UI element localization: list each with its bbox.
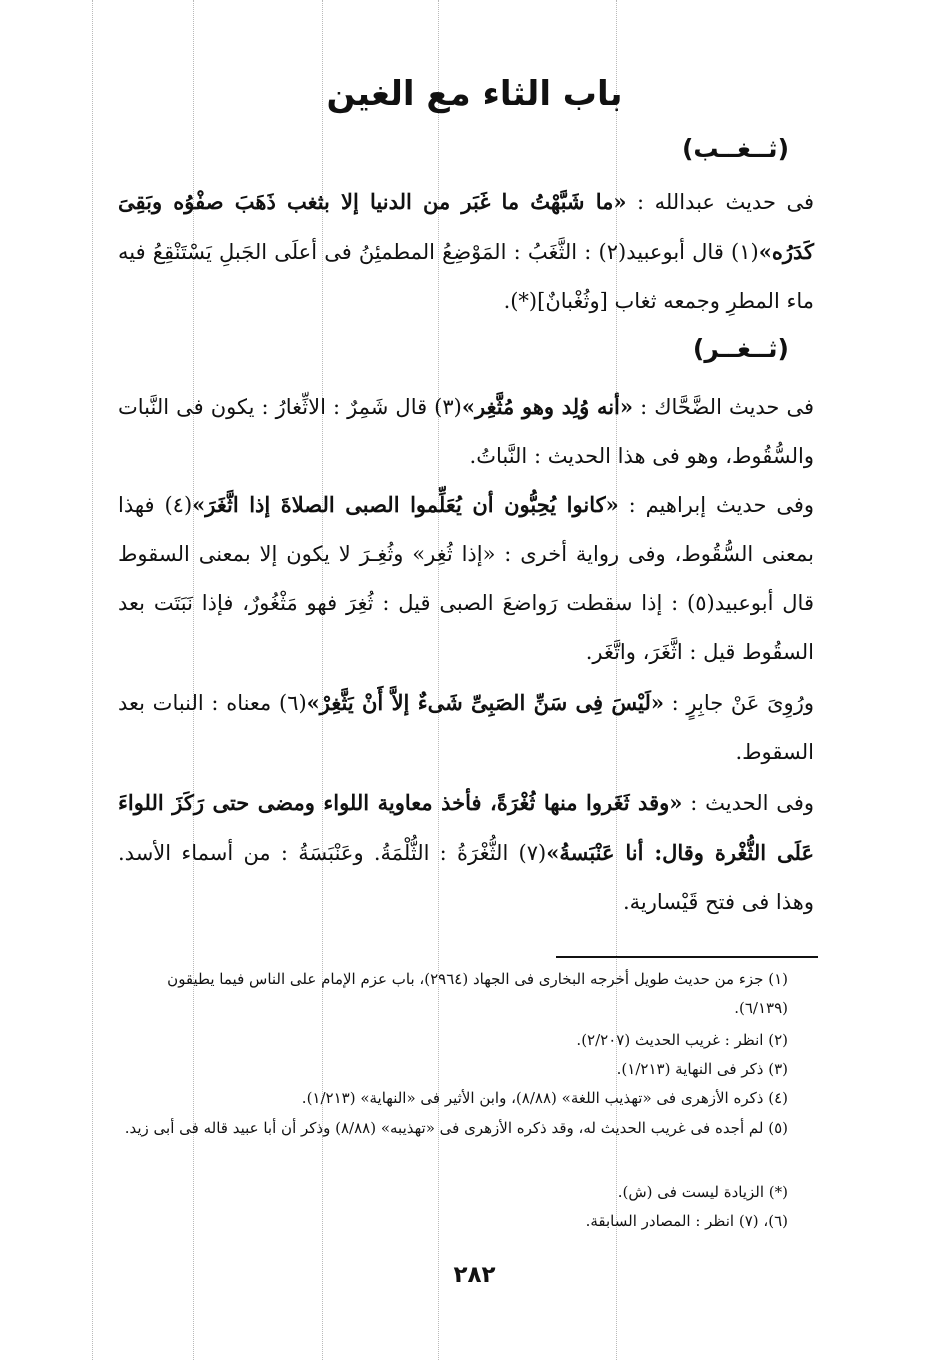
- paragraph-jabir-hadith: [118, 678, 814, 777]
- paragraph-text: (١) قال أبوعبيد(٢) : الثَّغَبُ : المَوْضِعُ المطمئِنُ فى أعلَى الجَبلِ يَسْتَنْقِعُ فيه ماء المطرِ وجمعه ثغاب [وثُغْبانٌ](*).: [118, 240, 814, 313]
- footnote-1: (١) جزء من حديث طويل أخرجه البخارى فى الجهاد (٢٩٦٤)، باب عزم الإمام على الناس فيما يطيقون (٦/١٣٩).: [167, 970, 788, 1017]
- hadith-quote: «كانوا يُحِبُّون أن يُعَلِّموا الصبى الصلاةَ إذا اثَّغَرَ»: [192, 492, 619, 517]
- paragraph-muawiya-hadith: [118, 778, 814, 927]
- footnote-2: (٢) انظر : غريب الحديث (٢/٢٠٧).: [576, 1031, 788, 1049]
- paragraph-prefix: وفى الحديث :: [682, 791, 814, 815]
- hadith-quote: «وقد ثَغَروا منها ثُغْرَةً، فأخذ معاوية اللواء ومضى حتى رَكَزَ اللواءَ عَلَى الثُّغْرة وقال: أنا عَنْبَسةُ»: [118, 790, 814, 865]
- footnote-4: (٤) ذكره الأزهرى فى «تهذيب اللغة» (٨/٨٨)، وابن الأثير فى «النهاية» (١/٢١٣).: [301, 1089, 788, 1107]
- paragraph-dahhak-hadith: [118, 382, 814, 481]
- paragraph-prefix: فى حديث الضَّحَّاك :: [633, 395, 815, 419]
- footnote-6-7: (٦)، (٧) انظر : المصادر السابقة.: [585, 1212, 788, 1230]
- page-title: باب الثاء مع الغين: [326, 74, 623, 114]
- paragraph-abdullah-hadith: [118, 177, 814, 326]
- page-number: ٢٨٢: [453, 1262, 496, 1288]
- paragraph-text: (٤) فهذا بمعنى السُّقُوط، وفى رواية أخرى : «إذا ثُغِر» وثُغِـرَ لا يكون إلا بمعنى السقوط قال أبوعبيد(٥) : إذا سقطت رَواضعَ الصبى قيل : ثُغِرَ فهو مَثْغُورٌ، فإذا نَبَتَت بعد السقُوط قيل : اثَّغَرَ، واتَّغَر.: [118, 493, 814, 664]
- paragraph-prefix: وفى حديث إبراهيم :: [618, 493, 815, 517]
- hadith-quote: «أنه وُلِد وهو مُثَّغِر»: [461, 394, 634, 419]
- section-title-thaghab: (ثــغــب): [682, 134, 789, 163]
- footnote-addition: (*) الزيادة ليست فى (ش).: [617, 1183, 788, 1201]
- footnote-5: (٥) لم أجده فى غريب الحديث له، وقد ذكره الأزهرى فى «تهذيبه» (٨/٨٨) وذكر أن أبا عبيد قاله فى أبى زيد.: [124, 1119, 788, 1137]
- paragraph-text: (٣) قال شَمِرٌ : الاثِّغارُ : يكون فى النَّبات والسُّقُوط، وهو فى هذا الحديث : النَّباتُ.: [118, 395, 814, 468]
- paragraph-text: (٧) الثُّغْرَةُ : الثُّلْمَةُ. وعَنْبَسَةُ : من أسماء الأسد. وهذا فى فتح قَيْسارية.: [118, 841, 814, 914]
- paragraph-text: (٦) معناه : النبات بعد السقوط.: [118, 691, 814, 764]
- hadith-quote: «لَيْسَ فِى سَنِّ الصَبِىِّ شَىءٌ إلاَّ أَنْ يَثَّغِرْ»: [306, 690, 664, 715]
- footnote-3: (٣) ذكر فى النهاية (١/٢١٣).: [616, 1060, 788, 1078]
- section-title-thaghar: (ثــغــر): [692, 334, 789, 363]
- paragraph-ibrahim-hadith: [118, 480, 814, 677]
- paragraph-prefix: ورُوِىَ عَنْ جابِرٍ :: [664, 691, 814, 715]
- paragraph-prefix: فى حديث عبدالله :: [626, 190, 814, 214]
- footnote-separator: [556, 956, 818, 958]
- guide-line: [92, 0, 93, 1360]
- hadith-quote: «ما شَبَّهْتُ ما غَبَر من الدنيا إلا بثغب ذَهَبَ صفْوُه وبَقِىَ كَدَرُه»: [118, 189, 815, 264]
